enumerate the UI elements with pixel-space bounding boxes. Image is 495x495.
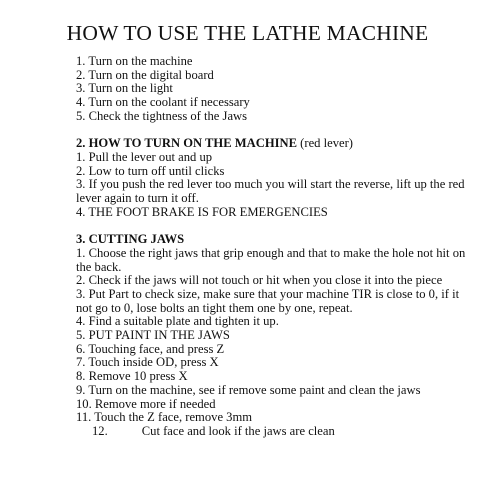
list-item: 4. THE FOOT BRAKE IS FOR EMERGENCIES — [76, 204, 328, 219]
list-item: 8. Remove 10 press X — [76, 369, 188, 384]
list-item: 2. Check if the jaws will not touch or hit when you close it into the piece — [76, 273, 443, 288]
document-body — [76, 55, 476, 439]
list-item: 1. Choose the right jaws that grip enough and that to make the hole not hit on the back. — [76, 245, 466, 274]
list-item: 5. PUT PAINT IN THE JAWS — [76, 328, 230, 343]
list-item: 10. Remove more if needed — [76, 396, 216, 411]
list-item: 2. Low to turn off until clicks — [76, 163, 225, 178]
list-item: 1. Turn on the machine — [76, 54, 193, 68]
list-item: 3. If you push the red lever too much you will start the reverse, lift up the red lever again to turn it off. — [76, 177, 465, 206]
list-item-number: 12. — [92, 423, 108, 438]
list-item: 4. Turn on the coolant if necessary — [76, 95, 250, 110]
section-spacer — [76, 124, 476, 138]
list-item: 7. Touch inside OD, press X — [76, 355, 219, 370]
list-item: 9. Turn on the machine, see if remove some paint and clean the jaws — [76, 382, 421, 397]
section-heading — [76, 137, 476, 151]
section-heading-note: (red lever) — [297, 136, 353, 151]
list-item: 1. Pull the lever out and up — [76, 149, 213, 164]
list-item: 3. Turn on the light — [76, 81, 173, 96]
list-item: 3. Put Part to check size, make sure that your machine TIR is close to 0, if it not go to 0, lose bolts an tight them one by one, repeat. — [76, 286, 460, 315]
section-heading-bold: 2. HOW TO TURN ON THE MACHINE — [76, 136, 298, 151]
list-item: 5. Check the tightness of the Jaws — [76, 108, 248, 123]
section-heading: 3. CUTTING JAWS — [76, 232, 185, 247]
document-title: HOW TO USE THE LATHE MACHINE — [66, 21, 429, 45]
list-item — [76, 425, 476, 439]
section-spacer — [76, 219, 476, 233]
list-item: 6. Touching face, and press Z — [76, 341, 225, 356]
list-item: 2. Turn on the digital board — [76, 67, 214, 82]
list-item: 11. Touch the Z face, remove 3mm — [76, 410, 253, 425]
list-item: 4. Find a suitable plate and tighten it up. — [76, 314, 279, 329]
list-item-text: Cut face and look if the jaws are clean — [141, 423, 335, 438]
